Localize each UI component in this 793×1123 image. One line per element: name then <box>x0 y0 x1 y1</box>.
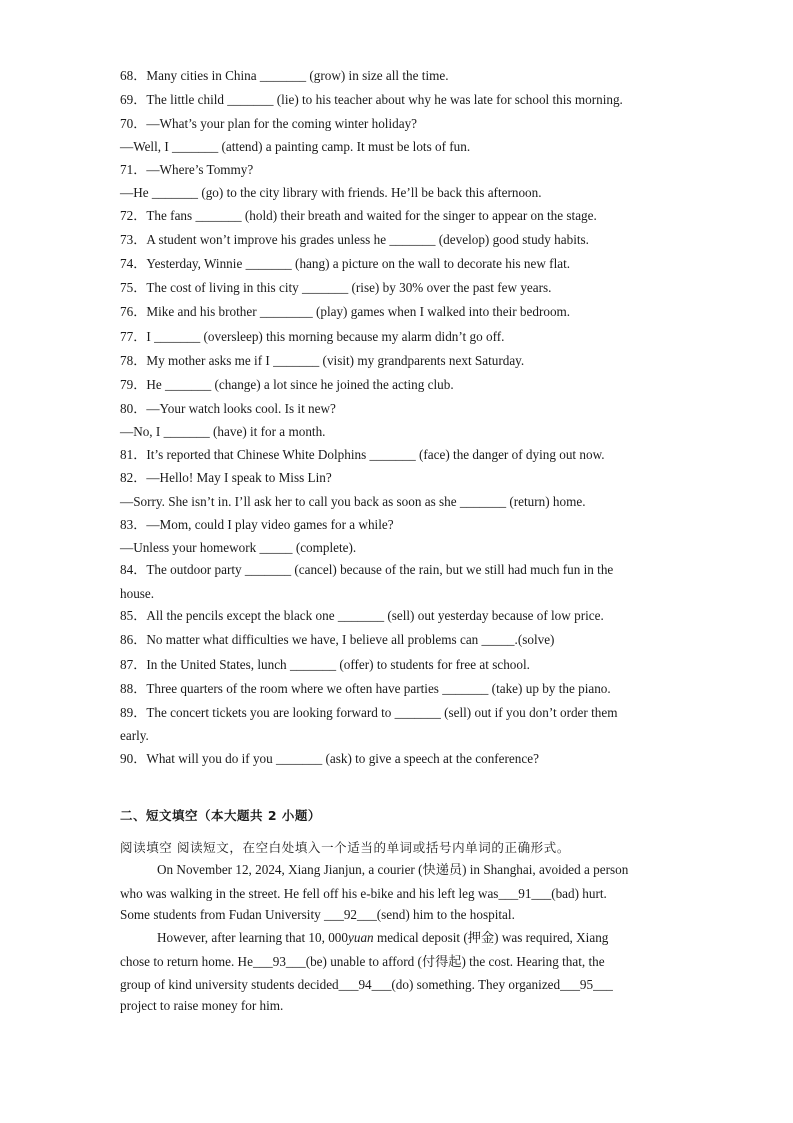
question-line: 69．The little child _______ (lie) to his teacher about why he was late for school this morning. <box>120 92 623 107</box>
question-line: 71．—Where’s Tommy? <box>120 162 254 177</box>
question-line: 76．Mike and his brother ________ (play) games when I walked into their bedroom. <box>120 304 571 319</box>
answer-blank-95[interactable]: ___95___ <box>560 977 613 992</box>
question-line: 90．What will you do if you _______ (ask) to give a speech at the conference? <box>120 751 539 766</box>
question-line: 75．The cost of living in this city _______ (rise) by 30% over the past few years. <box>120 280 552 295</box>
question-line: 83．—Mom, could I play video games for a while? <box>120 517 394 532</box>
question-line: 85．All the pencils except the black one _______ (sell) out yesterday because of low price. <box>120 608 604 623</box>
passage-italic-word: yuan <box>348 930 374 945</box>
section-title: 二、短文填空（本大题共 2 小题） <box>120 808 321 823</box>
question-line: 81．It’s reported that Chinese White Dolphins _______ (face) the danger of dying out now. <box>120 447 605 462</box>
section-instruction: 阅读填空 阅读短文，在空白处填入一个适当的单词或括号内单词的正确形式。 <box>120 840 570 855</box>
passage-line <box>157 862 628 878</box>
passage-line <box>120 907 515 923</box>
answer-blank-91[interactable]: ___91___ <box>498 886 552 901</box>
passage-line <box>120 998 283 1014</box>
question-line: 74．Yesterday, Winnie _______ (hang) a picture on the wall to decorate his new flat. <box>120 256 571 271</box>
passage-text: However, after learning that 10, 000 <box>157 930 348 945</box>
question-line: 79．He _______ (change) a lot since he joined the acting club. <box>120 377 454 392</box>
passage-line <box>120 886 607 902</box>
passage-line <box>120 954 605 970</box>
answer-blank-94[interactable]: ___94___ <box>338 977 392 992</box>
question-line: —No, I _______ (have) it for a month. <box>120 424 326 439</box>
question-line: 77．I _______ (oversleep) this morning because my alarm didn’t go off. <box>120 329 505 344</box>
passage-text: who was walking in the street. He fell off his e-bike and his left leg was <box>120 886 499 901</box>
question-line: —Well, I _______ (attend) a painting camp. It must be lots of fun. <box>120 139 471 154</box>
passage-text: On November 12, 2024, Xiang Jianjun, a courier (快递员) in Shanghai, avoided a person <box>157 862 629 877</box>
question-line: 70．—What’s your plan for the coming winter holiday? <box>120 116 418 131</box>
question-line: 86．No matter what difficulties we have, I believe all problems can _____.(solve) <box>120 632 555 647</box>
passage-text: (send) him to the hospital. <box>376 907 515 922</box>
question-line: 88．Three quarters of the room where we often have parties _______ (take) up by the piano. <box>120 681 611 696</box>
question-line: —Sorry. She isn’t in. I’ll ask her to call you back as soon as she _______ (return) home. <box>120 494 586 509</box>
question-line: —He _______ (go) to the city library with friends. He’ll be back this afternoon. <box>120 185 542 200</box>
passage-line <box>157 930 608 946</box>
question-line: —Unless your homework _____ (complete). <box>120 540 357 555</box>
passage-text: chose to return home. He <box>120 954 253 969</box>
passage-text: (be) unable to afford (付得起) the cost. Hearing that, the <box>305 954 605 969</box>
question-line: 80．—Your watch looks cool. Is it new? <box>120 401 336 416</box>
passage-text: group of kind university students decided <box>120 977 339 992</box>
question-line: 68．Many cities in China _______ (grow) in size all the time. <box>120 68 449 83</box>
passage-text: (do) something. They organized <box>391 977 561 992</box>
answer-blank-92[interactable]: ___92___ <box>324 907 377 922</box>
question-line: early. <box>120 728 149 743</box>
question-line: 72．The fans _______ (hold) their breath and waited for the singer to appear on the stage. <box>120 208 597 223</box>
question-line: 78．My mother asks me if I _______ (visit) my grandparents next Saturday. <box>120 353 525 368</box>
question-line: 87．In the United States, lunch _______ (offer) to students for free at school. <box>120 657 530 672</box>
question-line: house. <box>120 586 155 601</box>
passage-text: medical deposit (押金) was required, Xiang <box>373 930 609 945</box>
passage-line <box>120 977 613 993</box>
passage-text: (bad) hurt. <box>551 886 607 901</box>
question-line: 89．The concert tickets you are looking forward to _______ (sell) out if you don’t order them <box>120 705 618 720</box>
passage-text: Some students from Fudan University <box>120 907 325 922</box>
passage-text: project to raise money for him. <box>120 998 284 1013</box>
answer-blank-93[interactable]: ___93___ <box>252 954 306 969</box>
question-line: 82．—Hello! May I speak to Miss Lin? <box>120 470 332 485</box>
question-line: 73．A student won’t improve his grades unless he _______ (develop) good study habits. <box>120 232 589 247</box>
question-line: 84．The outdoor party _______ (cancel) because of the rain, but we still had much fun in the <box>120 562 614 577</box>
